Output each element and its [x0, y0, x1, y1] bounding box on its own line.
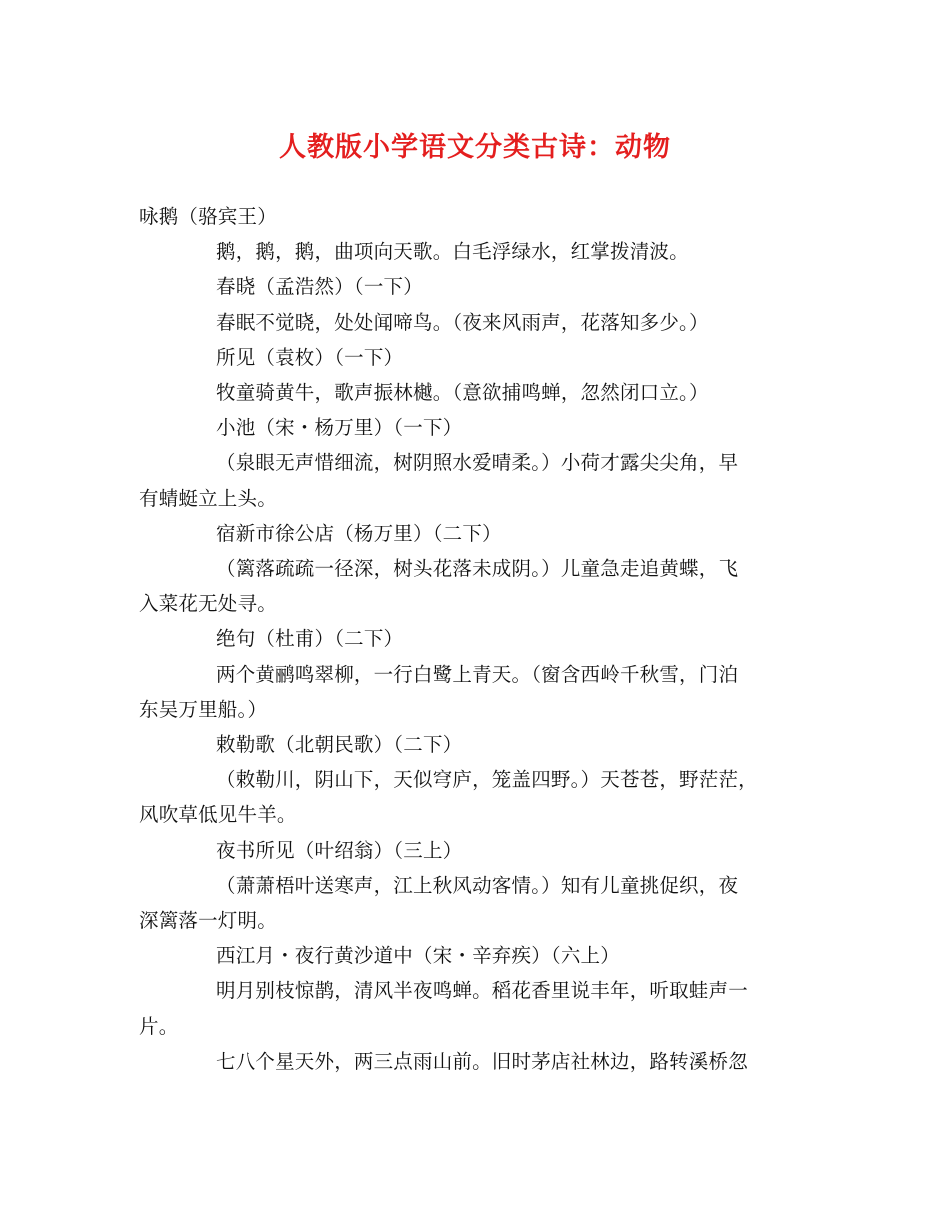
- poem-text: （敕勒川，阴山下，天似穹庐，笼盖四野。）天苍苍，野茫茫，: [216, 768, 758, 792]
- poem-text: 七八个星天外，两三点雨山前。旧时茅店社林边，路转溪桥忽: [216, 1049, 748, 1073]
- document-body: [139, 199, 819, 1079]
- poem-text-continuation: 有蜻蜓立上头。: [139, 486, 277, 510]
- poem-heading: 绝句（杜甫）（二下）: [216, 627, 404, 651]
- poem-text-continuation: 片。: [139, 1014, 179, 1038]
- poem-text: 鹅，鹅，鹅，曲项向天歌。白毛浮绿水，红掌拨清波。: [216, 240, 689, 264]
- poem-heading: 所见（袁枚）（一下）: [216, 345, 404, 369]
- poem-heading: 春晓（孟浩然）（一下）: [216, 275, 423, 299]
- poem-text: 春眠不觉晓，处处闻啼鸟。（夜来风雨声，花落知多少。）: [216, 310, 709, 334]
- poem-heading: 敕勒歌（北朝民歌）（二下）: [216, 733, 463, 757]
- poem-heading: 夜书所见（叶绍翁）（三上）: [216, 838, 463, 862]
- document-title: 人教版小学语文分类古诗：动物: [279, 132, 671, 163]
- poem-text-continuation: 东吴万里船。）: [139, 697, 268, 721]
- poem-text: （萧萧梧叶送寒声，江上秋风动客情。）知有儿童挑促织，夜: [216, 873, 739, 897]
- poem-text: 明月别枝惊鹊，清风半夜鸣蝉。稻花香里说丰年，听取蛙声一: [216, 979, 748, 1003]
- poem-text-continuation: 入菜花无处寻。: [139, 592, 277, 616]
- poem-text: （泉眼无声惜细流，树阴照水爱晴柔。）小荷才露尖尖角，早: [216, 451, 739, 475]
- poem-text: （篱落疏疏一径深，树头花落未成阴。）儿童急走追黄蝶，飞: [216, 557, 739, 581]
- poem-heading: 小池（宋・杨万里）（一下）: [216, 416, 463, 440]
- poem-text: 牧童骑黄牛，歌声振林樾。（意欲捕鸣蝉，忽然闭口立。）: [216, 381, 709, 405]
- poem-text: 两个黄鹂鸣翠柳，一行白鹭上青天。（窗含西岭千秋雪，门泊: [216, 662, 739, 686]
- poem-heading: 宿新市徐公店（杨万里）（二下）: [216, 521, 502, 545]
- poem-heading: 咏鹅（骆宾王）: [139, 205, 277, 228]
- poem-text-continuation: 深篱落一灯明。: [139, 909, 277, 933]
- poem-text-continuation: 风吹草低见牛羊。: [139, 803, 297, 827]
- poem-heading: 西江月・夜行黄沙道中（宋・辛弃疾）（六上）: [216, 944, 620, 968]
